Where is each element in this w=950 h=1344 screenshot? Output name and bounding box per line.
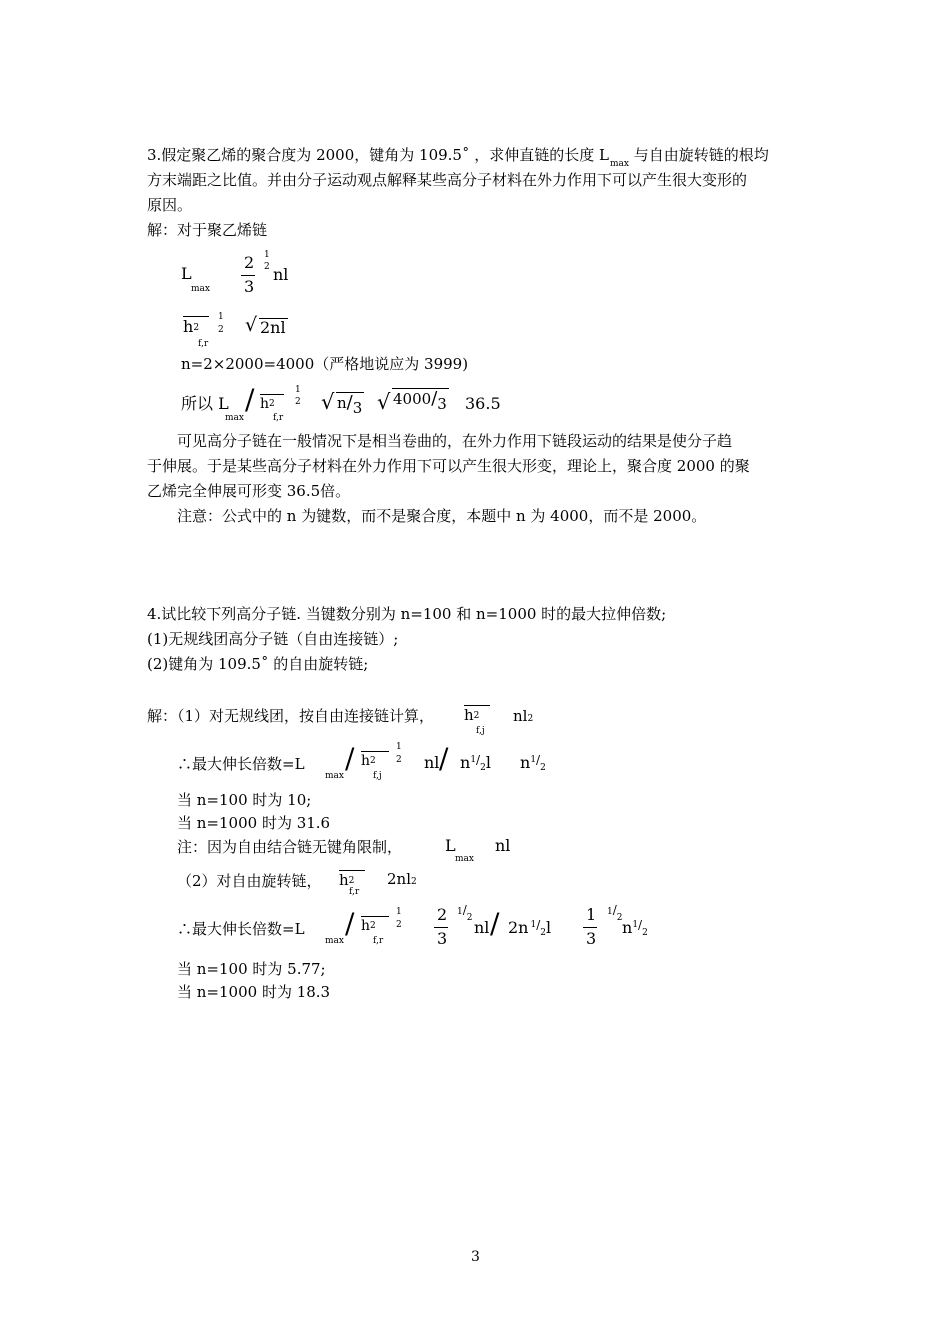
q3-line1-text: 3.假定聚乙烯的聚合度为 2000，键角为 109.5˚ ，求伸直链的长度 L — [147, 146, 609, 164]
q4-sol1-h — [464, 705, 490, 723]
q3-eq1-rhs: nl — [273, 265, 289, 284]
q4-sol2-rhs — [387, 872, 417, 887]
q4-max2-h-sup: 2 — [370, 921, 376, 931]
q3-eq4-h — [260, 394, 284, 411]
q3-para1b: 于伸展。于是某些高分子材料在外力作用下可以产生很大形变，理论上，聚合度 2000 的聚 — [147, 457, 750, 475]
q3-eq4-h-letter: h — [260, 396, 270, 412]
q3-eq4-h-sup: 2 — [269, 399, 275, 409]
q3-eq2-rhs: 2nl — [260, 318, 286, 337]
q4-sol1-h-sub: f,j — [476, 726, 485, 736]
q4-sol1-prefix: 解：（1）对无规线团，按自由连接链计算， — [147, 707, 435, 725]
q3-eq1-num: 2 — [244, 253, 255, 272]
q4-r2a: 当 n=100 时为 5.77; — [177, 960, 326, 978]
q4-max2-t1: nl — [474, 918, 490, 937]
q4-max2-e1-den: 2 — [466, 913, 473, 923]
q4-max1-t2: $n^{1/}2l$ — [460, 753, 491, 773]
q3-eq4-r2-den: 3 — [437, 395, 447, 413]
q3-eq4-r2-num: 4000 — [393, 390, 432, 408]
q3-eq4-r1: n/3 — [337, 392, 363, 417]
q4-note-L: L — [445, 836, 456, 855]
q4-max2-slash2: / — [490, 907, 500, 940]
q4-max2-num2: 1 — [586, 905, 597, 924]
q3-eq2-h — [183, 316, 209, 335]
q4-max2 — [177, 902, 677, 954]
q3-eq2-exp: 1 — [218, 312, 224, 322]
q4-max1-prefix: ∴最大伸长倍数=L — [177, 755, 305, 773]
q4-max1 — [177, 742, 617, 785]
q4-sol2-prefix: （2）对自由旋转链， — [177, 872, 322, 890]
q4-max1-t2-den: 2 — [480, 763, 486, 773]
q4-max2-exp-den: 2 — [396, 920, 402, 930]
q3-eq4-r1-den: 3 — [352, 399, 363, 417]
q4-item1: (1)无规线团高分子链（自由连接链）; — [147, 630, 399, 648]
q3-eq4-sub: max — [225, 413, 244, 423]
q4-max2-t2-exp: 1 — [530, 920, 537, 930]
q4-sol2-h-letter: h — [339, 871, 349, 889]
q4-max2-e2-num: 1 — [607, 907, 613, 917]
q4-max2-h-sub: f,r — [373, 936, 384, 946]
q4-r1a: 当 n=100 时为 10; — [177, 791, 312, 809]
q4-max1-t3-n: n — [520, 753, 531, 772]
q3-eq4-slash1: / — [245, 383, 255, 416]
q4-max1-t2-exp: 1 — [470, 755, 477, 765]
q4-max2-exp: 1 — [396, 907, 402, 917]
q4-max2-t3-den: 2 — [642, 928, 648, 938]
q4-max2-den2: 3 — [586, 929, 597, 948]
q4-sol2-h-sup: 2 — [348, 876, 355, 886]
q4-sol2-rhs-text: 2nl — [387, 870, 412, 888]
q4-note-prefix: 注：因为自由结合链无键角限制， — [177, 838, 403, 856]
q3-eq1-bar — [241, 275, 255, 276]
q4-sol1-rhs-sup: 2 — [527, 714, 534, 724]
q3-eq2-h-letter: h — [183, 317, 194, 336]
q3-eq2-exp-den: 2 — [218, 325, 224, 335]
q4-max2-sub: max — [325, 936, 344, 946]
q4-max2-t2: 2n $^{1/}$2l — [508, 918, 552, 938]
q3-eq4-exp: 1 — [295, 385, 301, 395]
q3-eq4-h-sub: f,r — [273, 413, 284, 423]
q4-max2-h-letter: h — [361, 918, 371, 934]
q3-eq2-h-sup: 2 — [193, 323, 200, 333]
q4-max2-e2: 1/2 — [607, 903, 623, 923]
q4-max2-h — [361, 916, 389, 933]
q4-sol1-h-letter: h — [464, 706, 474, 724]
q4-max2-den: 3 — [437, 929, 448, 948]
q3-eq4-result: 36.5 — [465, 394, 501, 413]
q4-max2-e2-den: 2 — [616, 913, 623, 923]
q4-max2-t2-l: l — [546, 918, 552, 937]
q4-max2-e1-num: 1 — [457, 907, 463, 917]
q4-sol2-h — [339, 870, 365, 888]
q4-item2: (2)键角为 109.5˚ 的自由旋转链; — [147, 655, 369, 673]
q3-eq4-exp-den: 2 — [295, 397, 301, 407]
q4-max2-e1: 1/2 — [457, 903, 473, 923]
q3-eq1-L: L — [181, 264, 192, 283]
q3-line1 — [147, 146, 769, 169]
q3-eq1-exp-den: 2 — [264, 262, 270, 272]
q4-max1-h-sub: f,j — [373, 771, 382, 781]
q3-solution-label: 解：对于聚乙烯链 — [147, 221, 268, 239]
q3-eq2-sqrt-sign: √ — [245, 314, 258, 336]
q4-max1-exp-den: 2 — [396, 755, 402, 765]
q3-eq2-h-sub: f,r — [198, 339, 209, 349]
q4-max1-t3-den: 2 — [540, 763, 546, 773]
q3-line3: 原因。 — [147, 196, 193, 214]
q3-para1a: 可见高分子链在一般情况下是相当卷曲的，在外力作用下链段运动的结果是使分子趋 — [177, 432, 733, 450]
q4-sol1-rhs — [513, 709, 533, 724]
q4-sol2 — [177, 864, 497, 898]
q4-max1-t3-exp: 1 — [530, 755, 537, 765]
page-number: 3 — [471, 1249, 480, 1265]
q3-eq3: n=2×2000=4000（严格地说应为 3999) — [181, 355, 469, 373]
q4-note-rhs: nl — [495, 836, 511, 855]
q4-sol2-rhs-sup: 2 — [411, 877, 417, 887]
q3-eq4-prefix: 所以 L — [181, 394, 229, 413]
q4-max2-bar2 — [583, 927, 597, 928]
q4-max1-slash2: / — [439, 742, 449, 775]
q4-max1-exp: 1 — [396, 742, 402, 752]
q4-max1-t2-n: n — [460, 753, 471, 772]
q4-max2-t2-den: 2 — [540, 928, 546, 938]
q4-max2-t3: $n^{1/}2$ — [622, 918, 648, 938]
q4-sol1 — [147, 703, 667, 739]
q4-max2-bar — [434, 927, 448, 928]
q3-eq1-exp: 1 — [264, 250, 270, 260]
q4-max1-t1: nl — [424, 753, 440, 772]
q3-line2: 方末端距之比值。并由分子运动观点解释某些高分子材料在外力作用下可以产生很大变形的 — [147, 171, 748, 189]
q4-sol1-rhs-text: nl — [513, 707, 528, 725]
q4-max2-t2-text: 2n — [508, 918, 529, 937]
q4-max1-h — [361, 751, 389, 768]
q4-max1-h-letter: h — [361, 753, 371, 769]
q4-r2b: 当 n=1000 时为 18.3 — [177, 983, 331, 1001]
q4-max1-t2-l: l — [485, 753, 491, 772]
q4-max1-sub: max — [325, 771, 344, 781]
q3-eq1-den: 3 — [244, 277, 255, 296]
q4-sol2-h-sub: f,r — [349, 887, 360, 897]
q4-max1-slash1: / — [345, 742, 355, 775]
q3-line1-end: 与自由旋转链的根均 — [628, 146, 769, 164]
q4-max2-t3-exp: 1 — [632, 920, 639, 930]
q4-line1: 4.试比较下列高分子链. 当键数分别为 n=100 和 n=1000 时的最大拉伸倍数; — [147, 605, 667, 623]
q3-eq1-sub: max — [191, 284, 210, 294]
q3-para1c: 乙烯完全伸展可形变 36.5倍。 — [147, 482, 351, 500]
q4-max2-num: 2 — [437, 905, 448, 924]
q3-line1-sub: max — [609, 159, 629, 169]
q4-max1-t3: $n^{1/}2$ — [520, 753, 546, 773]
q3-eq4-sqrt2-sign: √ — [377, 390, 391, 414]
q4-note-sub: max — [455, 854, 474, 864]
q3-eq4-r2: 4000/3 — [393, 388, 447, 413]
q3-eq4-r1-n: n — [337, 394, 347, 412]
q4-max1-h-sup: 2 — [370, 756, 376, 766]
q4-max2-t3-n: n — [622, 918, 633, 937]
q3-note: 注意：公式中的 n 为键数，而不是聚合度，本题中 n 为 4000，而不是 2000。 — [177, 507, 707, 525]
q3-eq4-sqrt1-sign: √ — [321, 390, 335, 414]
q4-max2-prefix: ∴最大伸长倍数=L — [177, 920, 305, 938]
q4-max2-slash1: / — [345, 907, 355, 940]
q4-sol1-h-sup: 2 — [473, 711, 480, 721]
q4-r1b: 当 n=1000 时为 31.6 — [177, 814, 331, 832]
